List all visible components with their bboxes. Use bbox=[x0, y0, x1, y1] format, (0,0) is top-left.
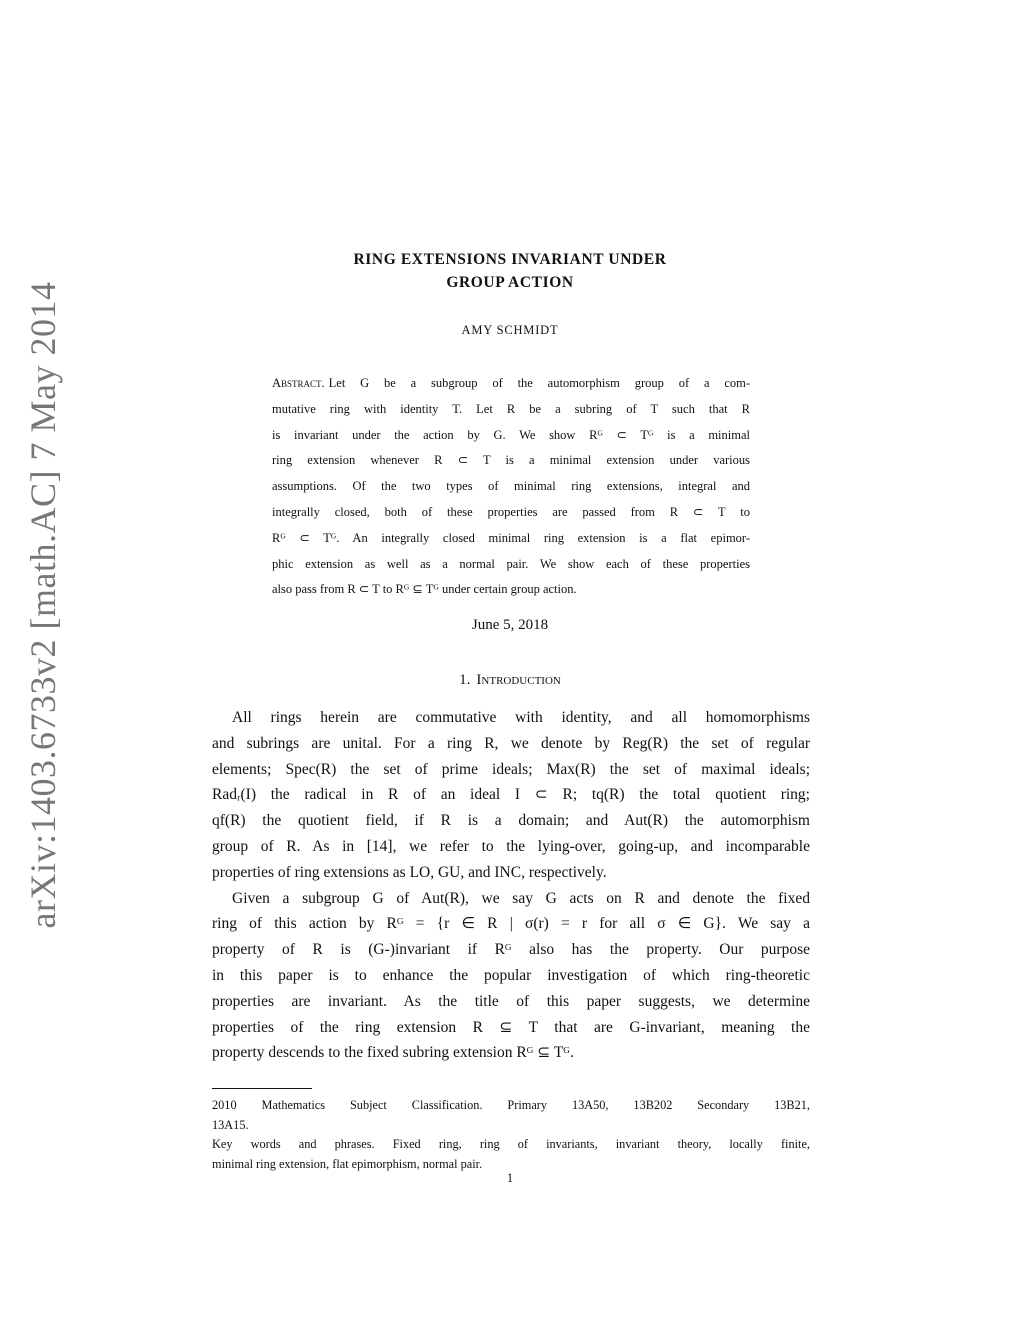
body-line: properties of the ring extension R ⊆ T that are G-invariant, meaning the bbox=[212, 1018, 810, 1036]
body-line: and subrings are unital. For a ring R, we denote by Reg(R) the set of regular bbox=[212, 734, 810, 752]
abstract-line bbox=[272, 372, 750, 398]
abstract-label: Abstract. bbox=[272, 376, 325, 390]
section-number: 1. bbox=[459, 672, 471, 688]
paper-title-line-2: GROUP ACTION bbox=[446, 274, 574, 291]
paper-title-line-1: RING EXTENSIONS INVARIANT UNDER bbox=[353, 251, 667, 268]
body-line: Given a subgroup G of Aut(R), we say G acts on R and denote the fixed bbox=[232, 889, 810, 907]
abstract-line: also pass from R ⊂ T to Rᴳ ⊆ Tᴳ under certain group action. bbox=[272, 582, 577, 597]
abstract-line: assumptions. Of the two types of minimal ring extensions, integral and bbox=[272, 479, 750, 494]
introduction-body bbox=[212, 705, 810, 1066]
abstract-line-text: Let G be a subgroup of the automorphism group of a com- bbox=[328, 376, 750, 390]
body-line: in this paper is to enhance the popular investigation of which ring-theoretic bbox=[212, 966, 810, 984]
paragraph-2 bbox=[212, 886, 810, 1067]
abstract-line: ring extension whenever R ⊂ T is a minimal extension under various bbox=[272, 453, 750, 468]
arxiv-identifier: arXiv:1403.6733v2 [math.AC] 7 May 2014 bbox=[23, 281, 63, 929]
section-heading bbox=[210, 672, 810, 689]
section-name: Introduction bbox=[476, 672, 561, 688]
body-line: properties are invariant. As the title of this paper suggests, we determine bbox=[212, 992, 810, 1010]
abstract-line: mutative ring with identity T. Let R be a subring of T such that R bbox=[272, 401, 750, 416]
abstract bbox=[272, 372, 750, 604]
paper-date: June 5, 2018 bbox=[471, 617, 549, 633]
footnote-keywords-line: minimal ring extension, flat epimorphism, normal pair. bbox=[212, 1156, 483, 1171]
body-line: property of R is (G-)invariant if Rᴳ also has the property. Our purpose bbox=[212, 941, 810, 959]
body-line: Radᵣ(I) the radical in R of an ideal I ⊂ R; tq(R) the total quotient ring; bbox=[212, 786, 810, 804]
footnote-msc-line: 13A15. bbox=[212, 1117, 249, 1132]
footnote-msc-line: 2010 Mathematics Subject Classification. Primary 13A50, 13B202 Secondary 13B21, bbox=[212, 1098, 810, 1112]
paragraph-1 bbox=[212, 705, 810, 886]
body-line: property descends to the fixed subring extension Rᴳ ⊆ Tᴳ. bbox=[212, 1044, 574, 1062]
author-name: AMY SCHMIDT bbox=[461, 323, 559, 337]
footnote-divider bbox=[212, 1088, 312, 1089]
paper-title bbox=[210, 248, 810, 294]
footnotes bbox=[212, 1096, 810, 1174]
footnote-keywords-line: Key words and phrases. Fixed ring, ring of invariants, invariant theory, locally finite, bbox=[212, 1137, 810, 1151]
page-number: 1 bbox=[506, 1171, 514, 1185]
arxiv-sidebar-stamp bbox=[18, 281, 68, 929]
body-line: properties of ring extensions as LO, GU, and INC, respectively. bbox=[212, 863, 607, 881]
body-line: qf(R) the quotient field, if R is a domain; and Aut(R) the automorphism bbox=[212, 812, 810, 830]
abstract-line: integrally closed, both of these properties are passed from R ⊂ T to bbox=[272, 504, 750, 519]
body-line: group of R. As in [14], we refer to the lying-over, going-up, and incomparable bbox=[212, 837, 810, 855]
body-line: elements; Spec(R) the set of prime ideals; Max(R) the set of maximal ideals; bbox=[212, 760, 810, 778]
abstract-line: Rᴳ ⊂ Tᴳ. An integrally closed minimal ring extension is a flat epimor- bbox=[272, 530, 750, 545]
abstract-line: phic extension as well as a normal pair. We show each of these properties bbox=[272, 556, 750, 571]
body-line: ring of this action by Rᴳ = {r ∈ R | σ(r) = r for all σ ∈ G}. We say a bbox=[212, 915, 810, 933]
abstract-line: is invariant under the action by G. We show Rᴳ ⊂ Tᴳ is a minimal bbox=[272, 427, 750, 442]
body-line: All rings herein are commutative with identity, and all homomorphisms bbox=[232, 709, 810, 726]
